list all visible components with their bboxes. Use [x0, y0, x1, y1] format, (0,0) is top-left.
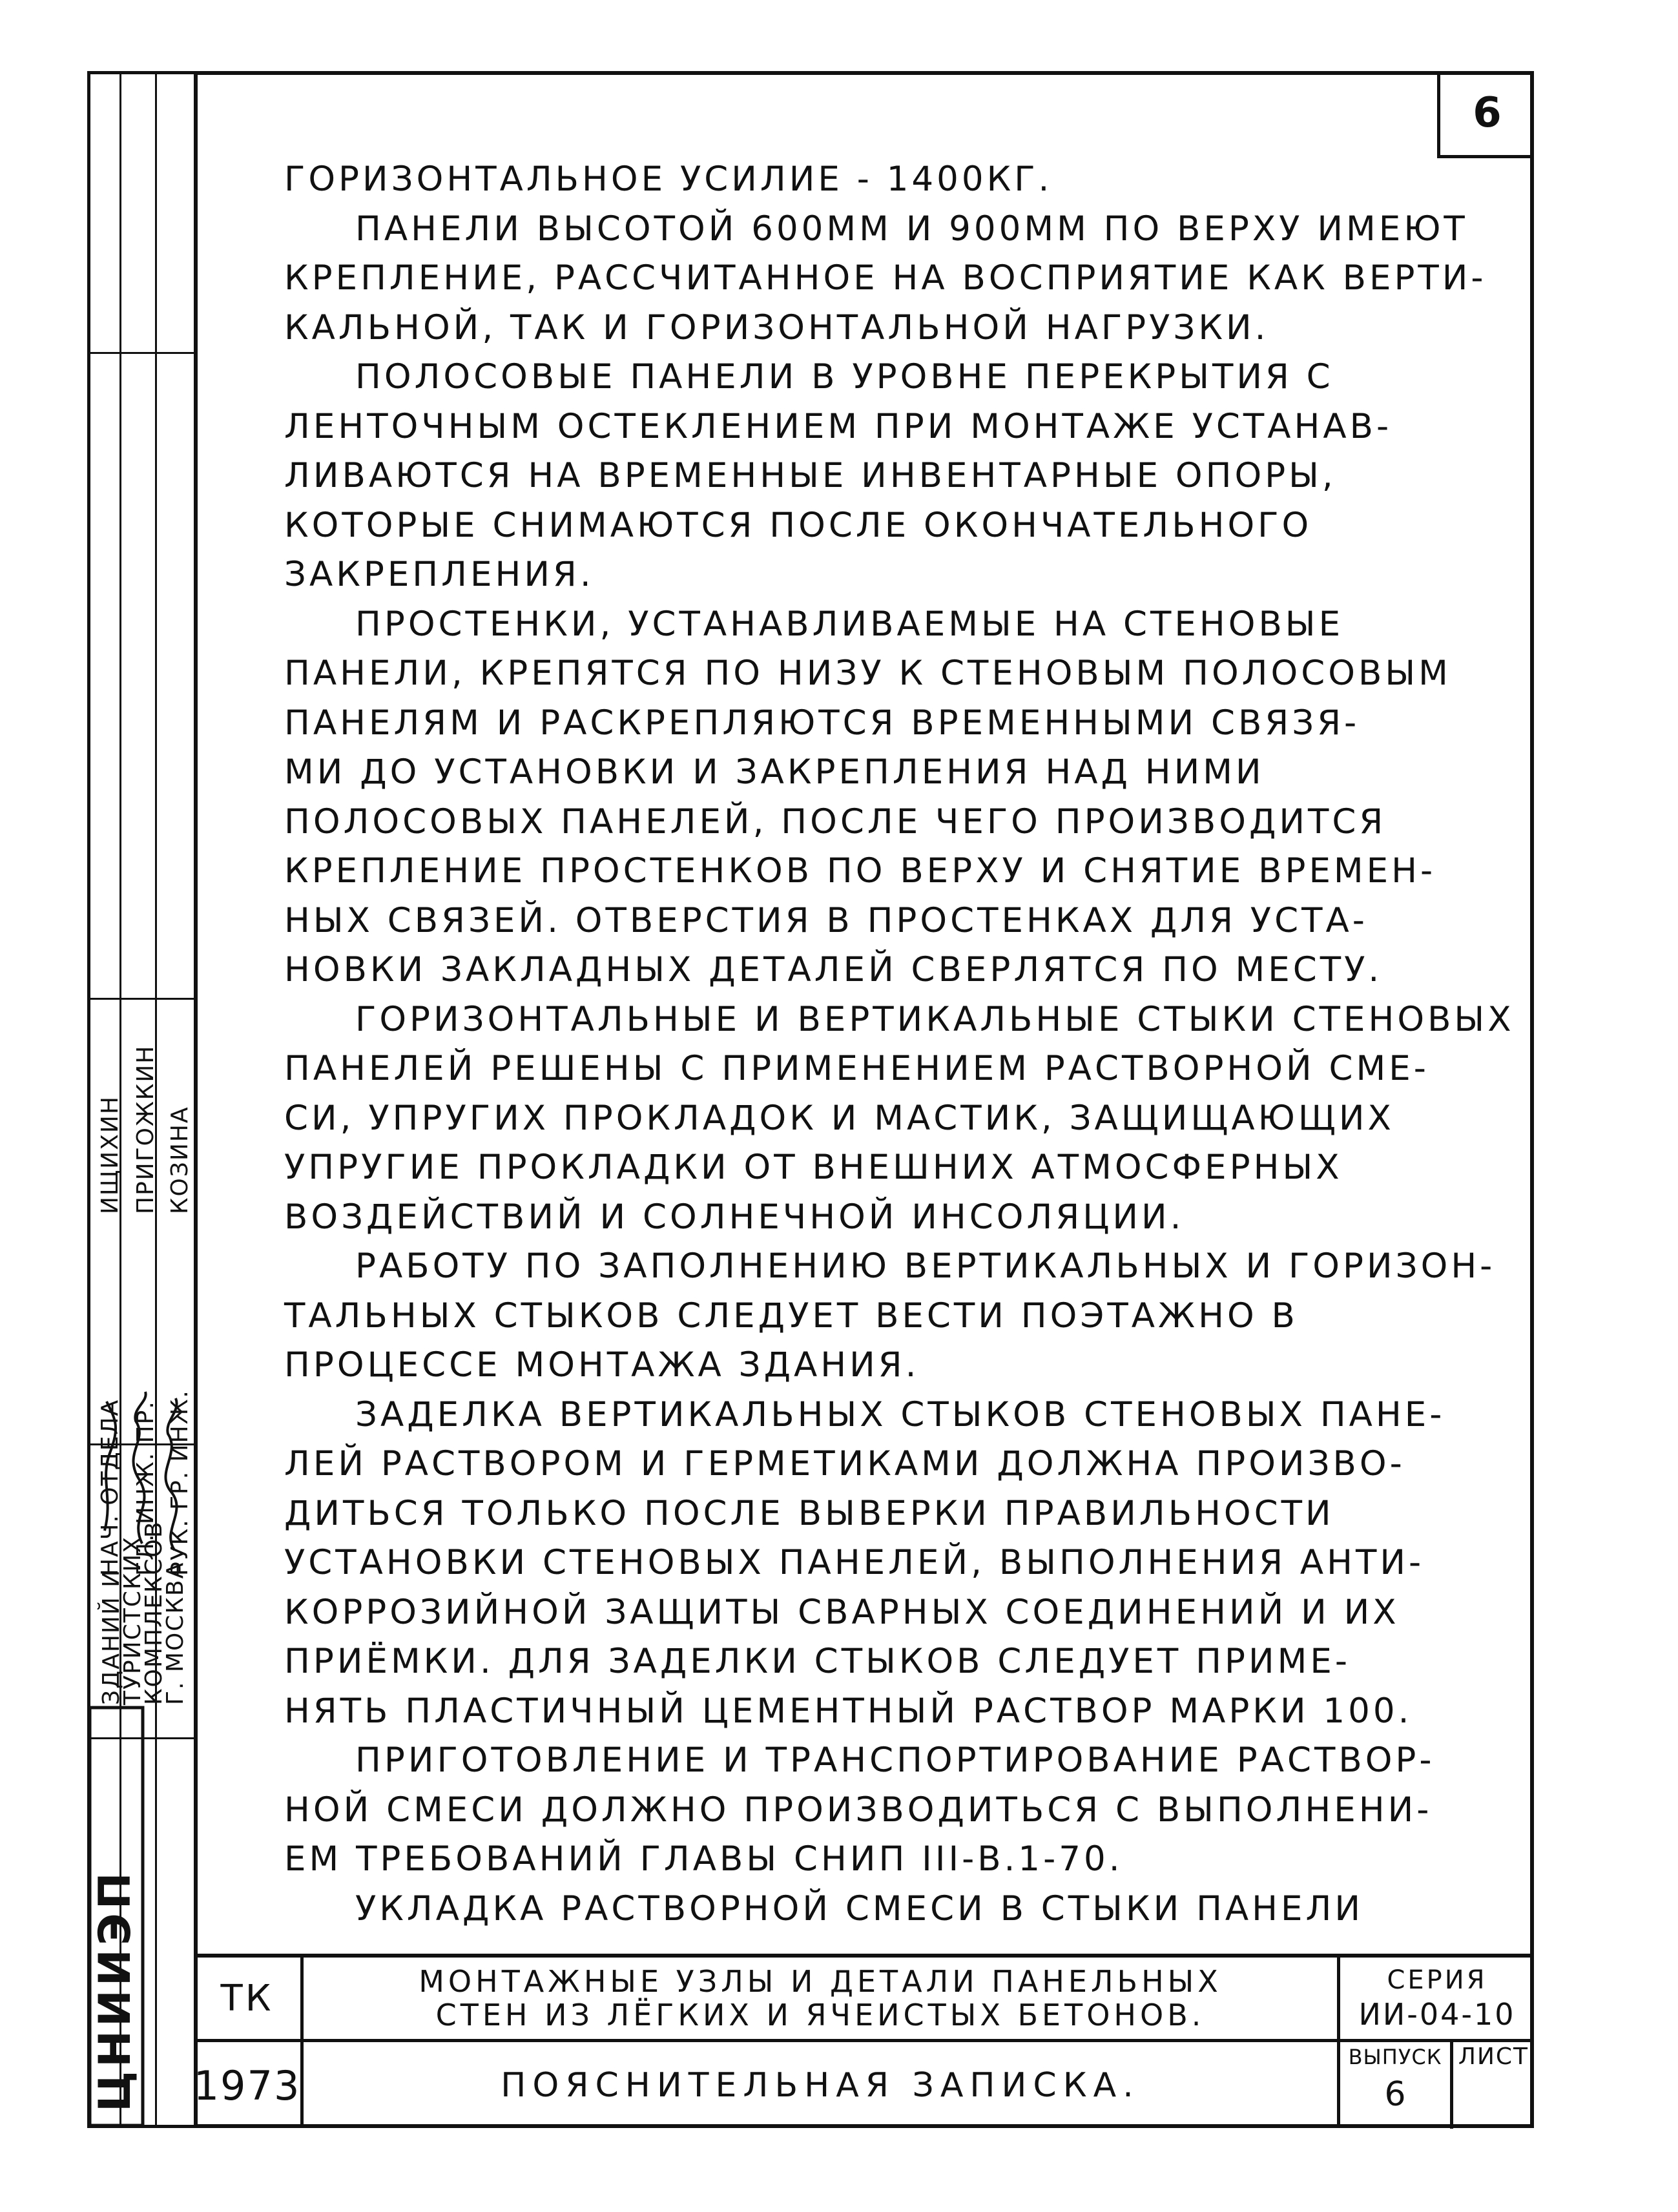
- text-line: КОТОРЫЕ СНИМАЮТСЯ ПОСЛЕ ОКОНЧАТЕЛЬНОГО: [284, 505, 1312, 545]
- group-lead-name: КОЗИНА: [167, 1106, 193, 1214]
- text-line: УСТАНОВКИ СТЕНОВЫХ ПАНЕЛЕЙ, ВЫПОЛНЕНИЯ АНТИ-: [284, 1543, 1425, 1582]
- organization-logo: [87, 1705, 145, 2128]
- strip-divider: [90, 352, 198, 354]
- org-name-line3: КОМПЛЕКСОВ: [141, 1520, 167, 1705]
- text-line: ЗАКРЕПЛЕНИЯ.: [284, 555, 594, 594]
- signatures-image: [97, 1382, 194, 1563]
- text-line: ПОЛОСОВЫЕ ПАНЕЛИ В УРОВНЕ ПЕРЕКРЫТИЯ С: [355, 357, 1334, 397]
- text-line: КРЕПЛЕНИЕ, РАССЧИТАННОЕ НА ВОСПРИЯТИЕ КАК ВЕРТИ-: [284, 258, 1487, 298]
- subtitle-cell: ПОЯСНИТЕЛЬНАЯ ЗАПИСКА.: [501, 2066, 1140, 2105]
- text-line: ЕМ ТРЕБОВАНИЙ ГЛАВЫ СНИП III-В.1-70.: [284, 1839, 1123, 1879]
- text-line: МИ ДО УСТАНОВКИ И ЗАКРЕПЛЕНИЯ НАД НИМИ: [284, 752, 1265, 792]
- dept-head-name: ИЩИХИН: [97, 1095, 123, 1214]
- text-line: ЛИВАЮТСЯ НА ВРЕМЕННЫЕ ИНВЕНТАРНЫЕ ОПОРЫ,: [284, 456, 1336, 495]
- text-line: КОРРОЗИЙНОЙ ЗАЩИТЫ СВАРНЫХ СОЕДИНЕНИЙ И ИХ: [284, 1592, 1400, 1632]
- year-cell: 1973: [193, 2062, 301, 2109]
- strip-divider: [90, 998, 198, 1000]
- text-line: НОЙ СМЕСИ ДОЛЖНО ПРОИЗВОДИТЬСЯ С ВЫПОЛНЕНИ-: [284, 1790, 1433, 1830]
- text-line: КРЕПЛЕНИЕ ПРОСТЕНКОВ ПО ВЕРХУ И СНЯТИЕ ВРЕМЕН-: [284, 851, 1436, 891]
- text-line: КАЛЬНОЙ, ТАК И ГОРИЗОНТАЛЬНОЙ НАГРУЗКИ.: [284, 307, 1269, 347]
- series-label: СЕРИЯ: [1387, 1965, 1487, 1995]
- issue-value: 6: [1384, 2075, 1406, 2114]
- text-line: ВОЗДЕЙСТВИЙ И СОЛНЕЧНОЙ ИНСОЛЯЦИИ.: [284, 1197, 1185, 1237]
- text-line: ПАНЕЛЕЙ РЕШЕНЫ С ПРИМЕНЕНИЕМ РАСТВОРНОЙ СМЕ-: [284, 1049, 1429, 1088]
- text-line: ПРОСТЕНКИ, УСТАНАВЛИВАЕМЫЕ НА СТЕНОВЫЕ: [355, 604, 1344, 644]
- issue-label: ВЫПУСК: [1348, 2045, 1442, 2069]
- text-line: НОВКИ ЗАКЛАДНЫХ ДЕТАЛЕЙ СВЕРЛЯТСЯ ПО МЕСТУ.: [284, 950, 1383, 989]
- title-cell: [304, 1958, 1337, 2039]
- logo-text: ЦНИИЭП: [90, 1868, 141, 2112]
- chief-engineer-label: ГЛ. ИНЖ. ПР.: [132, 1400, 159, 1576]
- text-line: РАБОТУ ПО ЗАПОЛНЕНИЮ ВЕРТИКАЛЬНЫХ И ГОРИЗОН-: [355, 1246, 1496, 1286]
- text-line: ГОРИЗОНТАЛЬНЫЕ И ВЕРТИКАЛЬНЫЕ СТЫКИ СТЕНОВЫХ: [355, 999, 1515, 1039]
- text-line: ПРИЁМКИ. ДЛЯ ЗАДЕЛКИ СТЫКОВ СЛЕДУЕТ ПРИМЕ-: [284, 1642, 1351, 1681]
- org-name-line1: ЗДАНИЙ И: [98, 1568, 125, 1705]
- group-lead-label: РУК. ГР. ИНЖ.: [167, 1389, 193, 1576]
- sheet-cell: [1453, 2042, 1534, 2129]
- series-value: ИИ-04-10: [1358, 1997, 1516, 2032]
- text-line: УКЛАДКА РАСТВОРНОЙ СМЕСИ В СТЫКИ ПАНЕЛИ: [355, 1888, 1364, 1928]
- dept-head-label: НАЧ. ОТДЕЛА: [97, 1398, 123, 1576]
- text-line: НЫХ СВЯЗЕЙ. ОТВЕРСТИЯ В ПРОСТЕНКАХ ДЛЯ УСТА-: [284, 900, 1368, 940]
- text-line: ЛЕЙ РАСТВОРОМ И ГЕРМЕТИКАМИ ДОЛЖНА ПРОИЗВО-: [284, 1444, 1405, 1483]
- text-line: ПРИГОТОВЛЕНИЕ И ТРАНСПОРТИРОВАНИЕ РАСТВОР-: [355, 1741, 1435, 1780]
- text-line: ПОЛОСОВЫХ ПАНЕЛЕЙ, ПОСЛЕ ЧЕГО ПРОИЗВОДИТСЯ: [284, 801, 1387, 842]
- text-line: ЛЕНТОЧНЫМ ОСТЕКЛЕНИЕМ ПРИ МОНТАЖЕ УСТАНАВ-: [284, 406, 1393, 446]
- text-line: ТАЛЬНЫХ СТЫКОВ СЛЕДУЕТ ВЕСТИ ПОЭТАЖНО В: [284, 1296, 1298, 1336]
- title-block: [194, 1954, 1534, 2128]
- text-line: ПАНЕЛИ, КРЕПЯТСЯ ПО НИЗУ К СТЕНОВЫМ ПОЛОСОВЫМ: [284, 654, 1451, 693]
- org-name-line4: Г. МОСКВА: [162, 1561, 189, 1705]
- explanatory-note-body: [284, 155, 1531, 1934]
- text-line: СИ, УПРУГИХ ПРОКЛАДОК И МАСТИК, ЗАЩИЩАЮЩИХ: [284, 1098, 1394, 1138]
- sheet-label: ЛИСТ: [1458, 2043, 1529, 2070]
- chief-engineer-name: ПРИГОЖКИН: [132, 1044, 159, 1214]
- issue-cell: [1340, 2042, 1450, 2129]
- text-line: ПРОЦЕССЕ МОНТАЖА ЗДАНИЯ.: [284, 1345, 920, 1385]
- text-line: ПАНЕЛЯМ И РАСКРЕПЛЯЮТСЯ ВРЕМЕННЫМИ СВЯЗЯ-: [284, 703, 1360, 743]
- text-line: НЯТЬ ПЛАСТИЧНЫЙ ЦЕМЕНТНЫЙ РАСТВОР МАРКИ 100.: [284, 1691, 1413, 1731]
- text-line: ДИТЬСЯ ТОЛЬКО ПОСЛЕ ВЫВЕРКИ ПРАВИЛЬНОСТИ: [284, 1493, 1334, 1533]
- title-line-1: МОНТАЖНЫЕ УЗЛЫ И ДЕТАЛИ ПАНЕЛЬНЫХ: [419, 1964, 1222, 1999]
- code-cell: ТК: [220, 1977, 274, 2020]
- series-cell: [1340, 1958, 1534, 2039]
- text-line: ПАНЕЛИ ВЫСОТОЙ 600ММ И 900ММ ПО ВЕРХУ ИМЕЮТ: [355, 209, 1468, 249]
- text-line: ГОРИЗОНТАЛЬНОЕ УСИЛИЕ - 1400КГ.: [284, 160, 1053, 199]
- text-line: ЗАДЕЛКА ВЕРТИКАЛЬНЫХ СТЫКОВ СТЕНОВЫХ ПАНЕ-: [355, 1394, 1445, 1434]
- text-line: УПРУГИЕ ПРОКЛАДКИ ОТ ВНЕШНИХ АТМОСФЕРНЫХ: [284, 1148, 1343, 1187]
- title-line-2: СТЕН ИЗ ЛЁГКИХ И ЯЧЕИСТЫХ БЕТОНОВ.: [435, 1998, 1205, 2032]
- org-name-line2: ТУРИСТСКИХ: [119, 1536, 146, 1705]
- sheet-number: 6: [1437, 71, 1534, 158]
